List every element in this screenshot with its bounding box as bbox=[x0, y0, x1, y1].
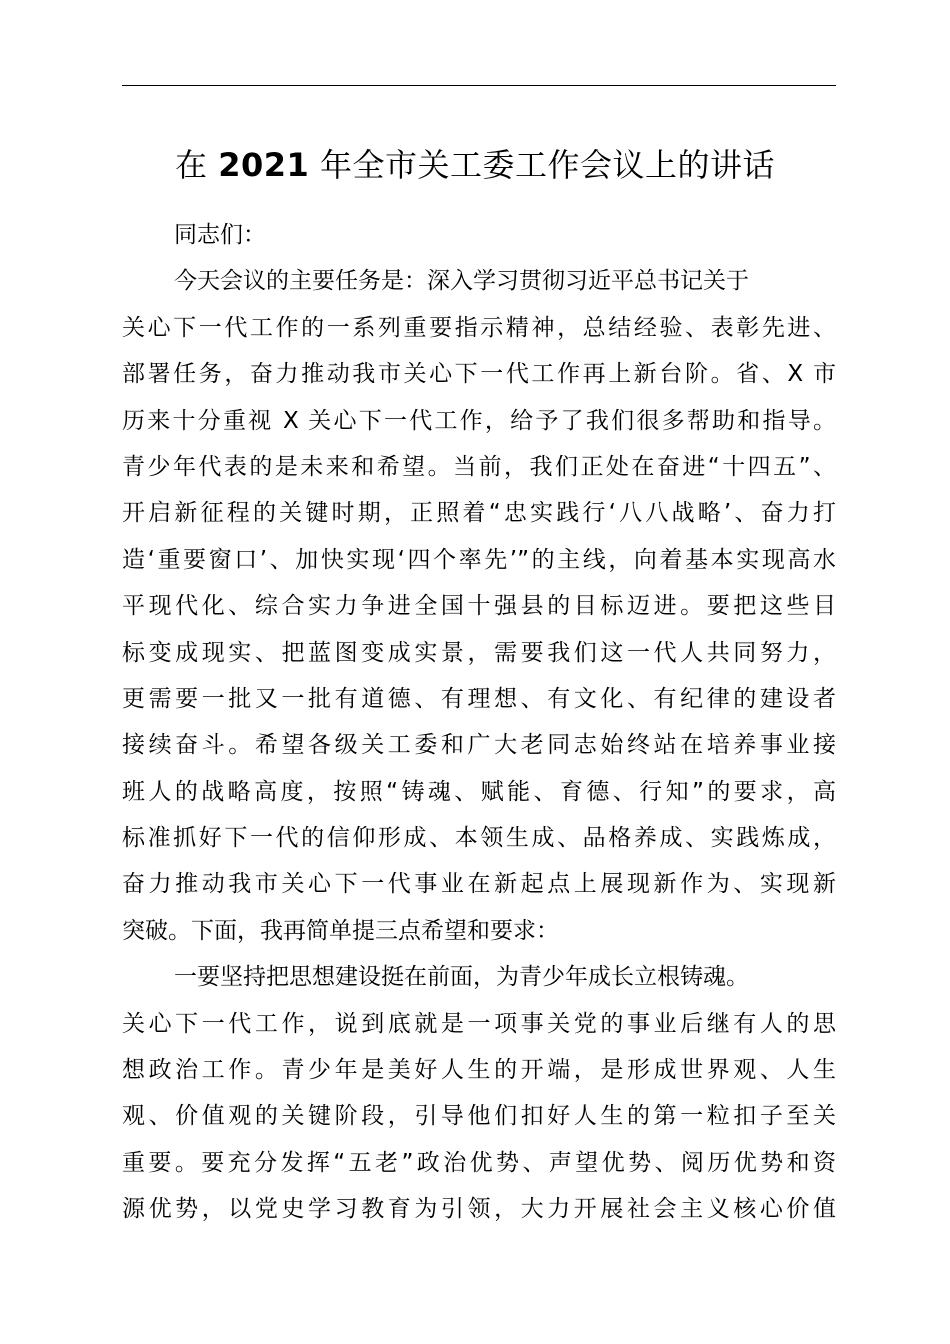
body-line: 班人的战略高度，按照“铸魂、赋能、育德、行知”的要求，高 bbox=[122, 778, 836, 805]
title-prefix: 在 bbox=[175, 146, 208, 184]
body-line: 关心下一代工作，说到底就是一项事关党的事业后继有人的思 bbox=[122, 1010, 836, 1037]
body-line: 标准抓好下一代的信仰形成、本领生成、品格养成、实践炼成， bbox=[122, 825, 836, 852]
body-line: 接续奋斗。希望各级关工委和广大老同志始终站在培养事业接 bbox=[122, 732, 836, 759]
title-year: 2021 bbox=[218, 146, 310, 184]
body-line: 部署任务，奋力推动我市关心下一代工作再上新台阶。省、X 市 bbox=[122, 361, 836, 388]
body-line: 平现代化、综合实力争进全国十强县的目标迈进。要把这些目 bbox=[122, 593, 836, 620]
document-body bbox=[122, 212, 836, 1233]
document-title bbox=[0, 140, 950, 190]
body-line: 今天会议的主要任务是：深入学习贯彻习近平总书记关于 bbox=[174, 268, 749, 295]
body-line: 想政治工作。青少年是美好人生的开端，是形成世界观、人生 bbox=[122, 1057, 836, 1084]
body-line: 关心下一代工作的一系列重要指示精神，总结经验、表彰先进、 bbox=[122, 314, 836, 341]
body-line: 开启新征程的关键时期，正照着“忠实践行‘八八战略’、奋力打 bbox=[122, 500, 836, 527]
body-line: 标变成现实、把蓝图变成实景，需要我们这一代人共同努力， bbox=[122, 639, 836, 666]
body-line: 重要。要充分发挥“五老”政治优势、声望优势、阅历优势和资 bbox=[122, 1149, 836, 1176]
body-line: 更需要一批又一批有道德、有理想、有文化、有纪律的建设者 bbox=[122, 685, 836, 712]
header-rule bbox=[122, 85, 836, 86]
body-line: 历来十分重视 X 关心下一代工作，给予了我们很多帮助和指导。 bbox=[122, 407, 836, 434]
body-line: 奋力推动我市关心下一代事业在新起点上展现新作为、实现新 bbox=[122, 871, 836, 898]
body-line: 源优势，以党史学习教育为引领，大力开展社会主义核心价值 bbox=[122, 1196, 836, 1223]
section-heading-1: 一要坚持把思想建设挺在前面，为青少年成长立根铸魂。 bbox=[174, 964, 749, 991]
body-line: 观、价值观的关键阶段，引导他们扣好人生的第一粒扣子至关 bbox=[122, 1103, 836, 1130]
title-suffix: 年全市关工委工作会议上的讲话 bbox=[319, 146, 775, 184]
body-line: 突破。下面，我再简单提三点希望和要求： bbox=[122, 917, 559, 944]
body-line: 造‘重要窗口’、加快实现‘四个率先’”的主线，向着基本实现高水 bbox=[122, 546, 836, 573]
body-line: 青少年代表的是未来和希望。当前，我们正处在奋进“十四五”、 bbox=[122, 453, 836, 480]
salutation: 同志们： bbox=[174, 222, 266, 248]
